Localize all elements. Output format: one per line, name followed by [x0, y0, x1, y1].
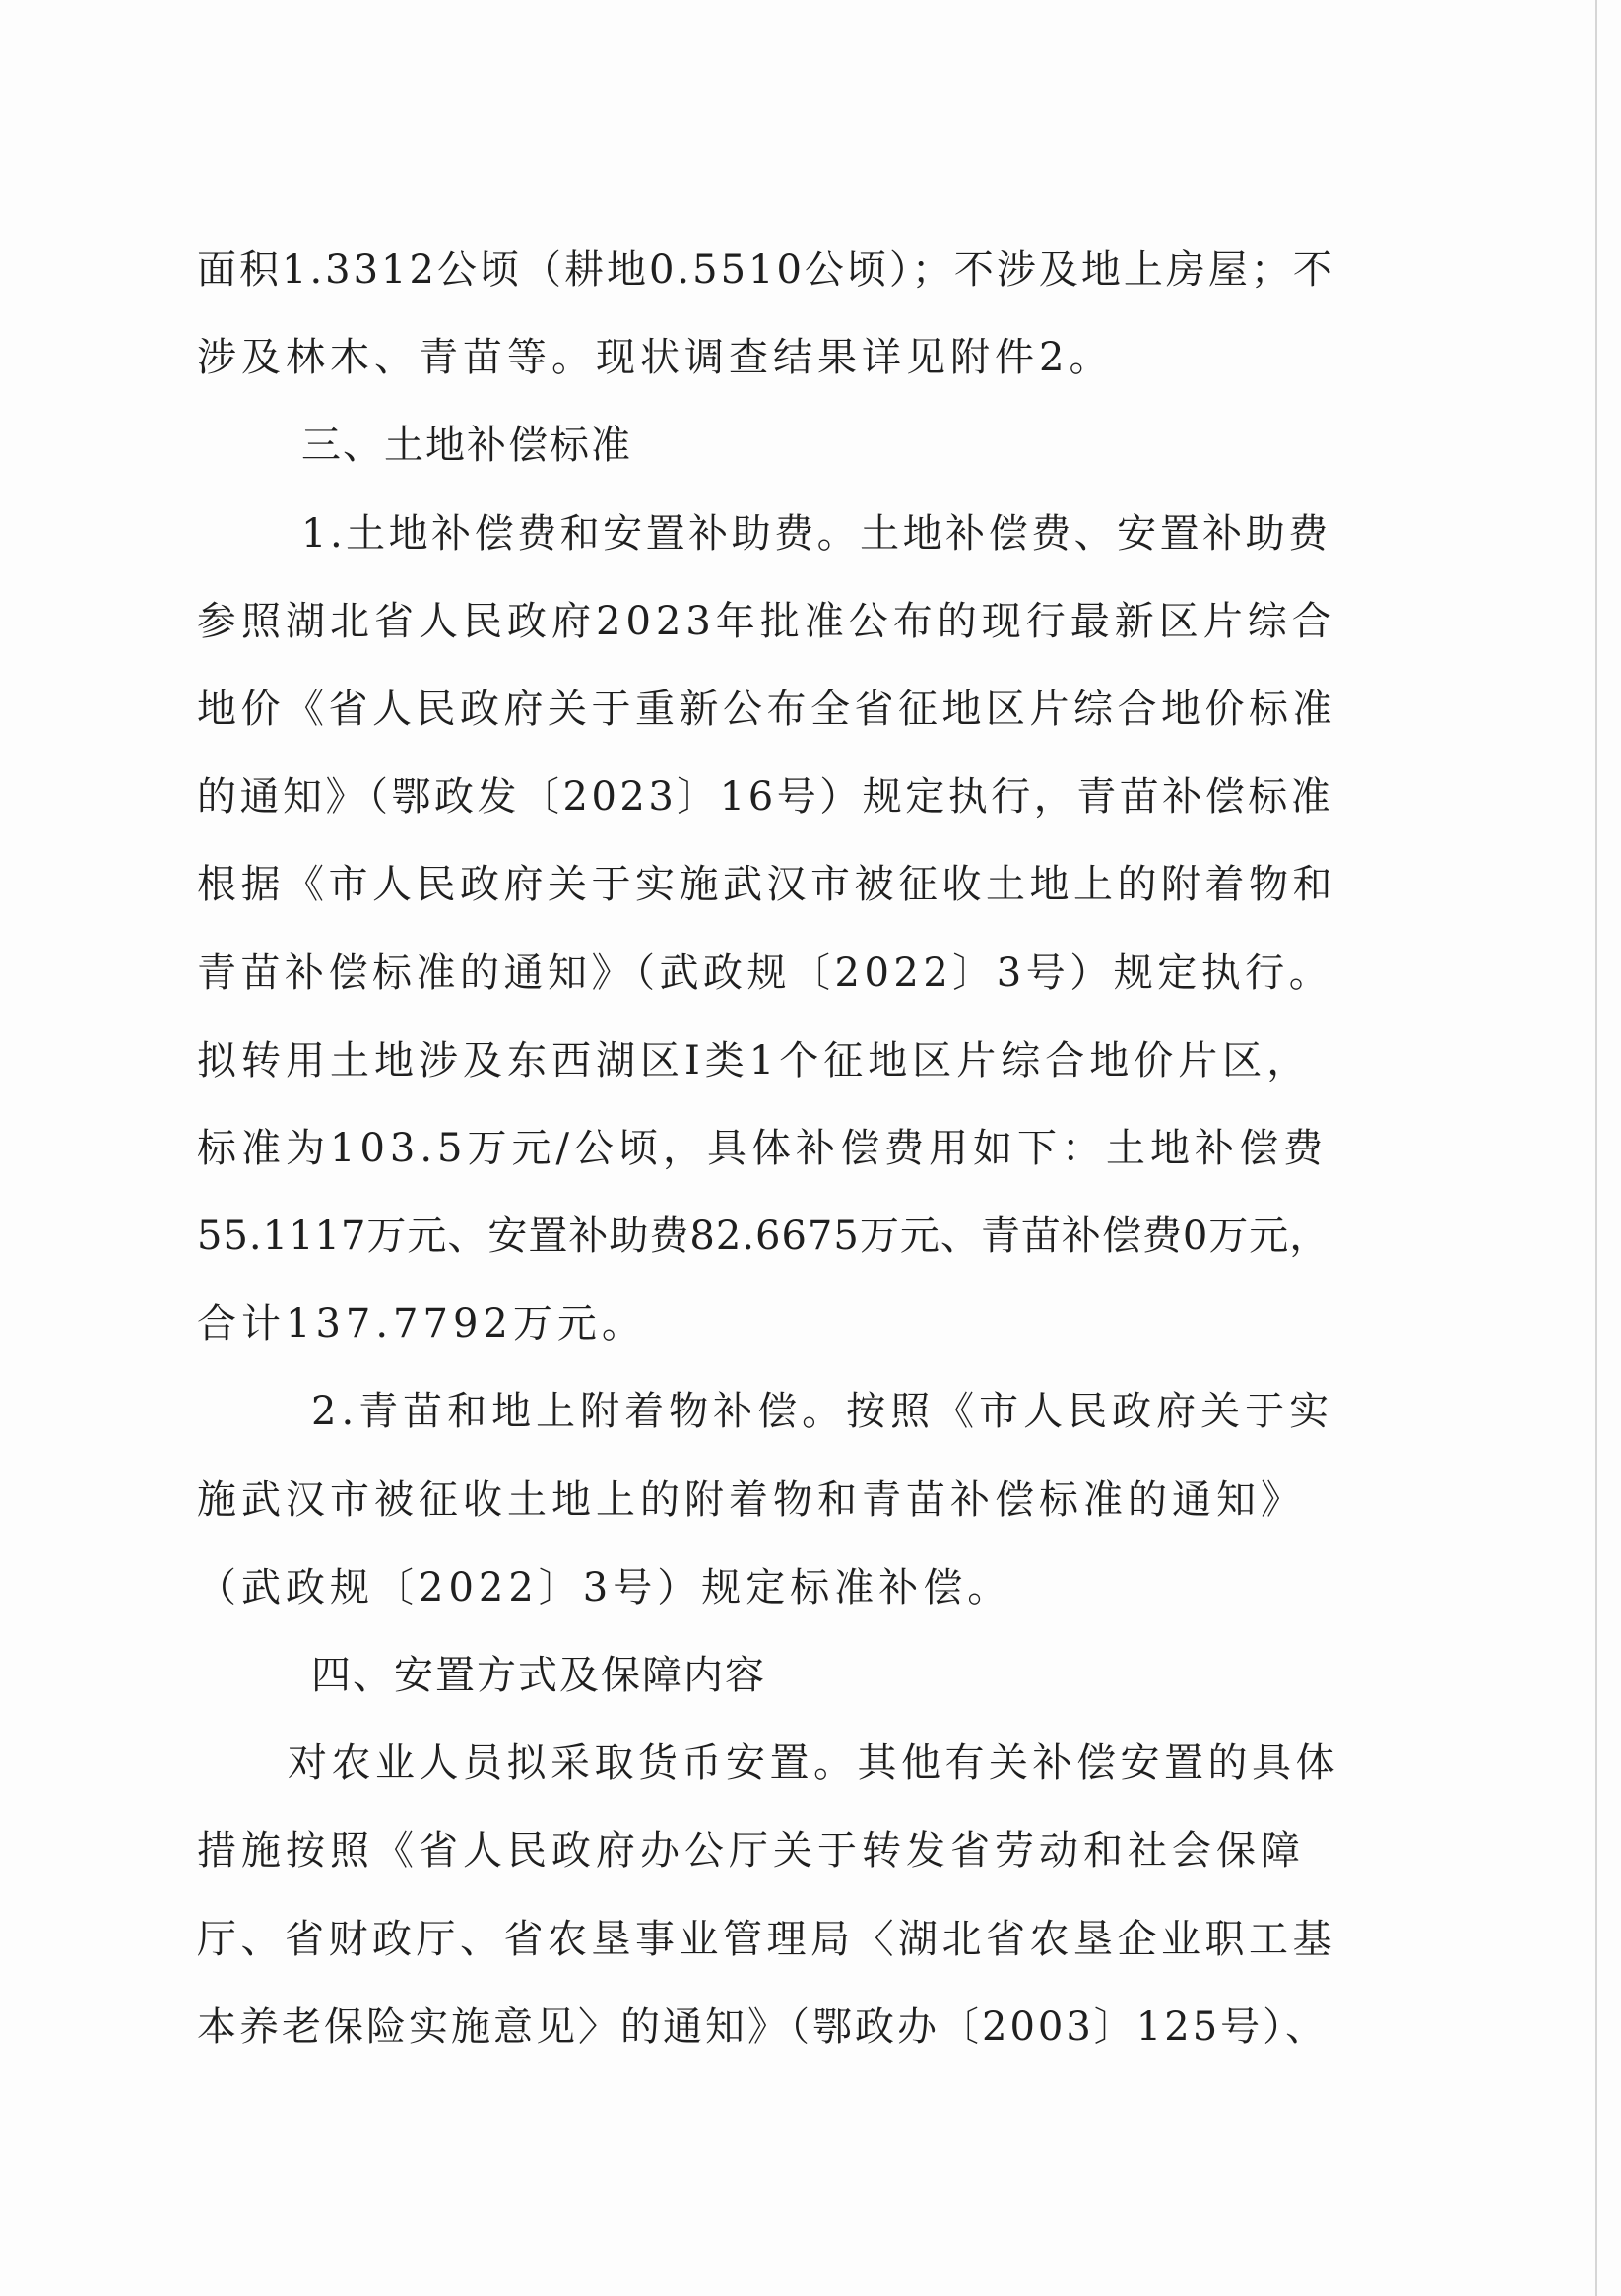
body-text-line: 措施按照《省人民政府办公厅关于转发省劳动和社会保障 — [197, 1828, 1305, 1874]
body-text-line: 本养老保险实施意见〉的通知》（鄂政办〔2003〕125号）、 — [197, 2003, 1329, 2050]
body-text-line: 55.1117万元、安置补助费82.6675万元、青苗补偿费0万元， — [197, 1214, 1330, 1260]
body-text-line: 1.土地补偿费和安置补助费。土地补偿费、安置补助费 — [301, 510, 1331, 557]
body-text-line: 厅、省财政厅、省农垦事业管理局〈湖北省农垦企业职工基 — [197, 1916, 1336, 1962]
body-text-line: 对农业人员拟采取货币安置。其他有关补偿安置的具体 — [288, 1740, 1339, 1787]
body-text-line: 地价《省人民政府关于重新公布全省征地区片综合地价标准 — [197, 686, 1336, 732]
body-text-line: 涉及林木、青苗等。现状调查结果详见附件2。 — [197, 335, 1114, 381]
body-text-line: 青苗补偿标准的通知》（武政规〔2022〕3号）规定执行。 — [197, 950, 1333, 996]
body-text-line: 标准为103.5万元/公顷，具体补偿费用如下：土地补偿费 — [197, 1125, 1328, 1171]
section-heading-resettlement: 四、安置方式及保障内容 — [311, 1653, 766, 1698]
body-text-line: 拟转用土地涉及东西湖区Ⅰ类1个征地区片综合地价片区， — [197, 1037, 1312, 1083]
body-text-line: 2.青苗和地上附着物补偿。按照《市人民政府关于实 — [311, 1389, 1334, 1435]
body-text-line: 参照湖北省人民政府2023年批准公布的现行最新区片综合 — [197, 598, 1336, 644]
body-text-line: （武政规〔2022〕3号）规定标准补偿。 — [197, 1564, 1012, 1610]
body-text-line: 的通知》（鄂政发〔2023〕16号）规定执行，青苗补偿标准 — [197, 774, 1334, 820]
body-text-line: 根据《市人民政府关于实施武汉市被征收土地上的附着物和 — [197, 862, 1336, 908]
body-text-line: 合计137.7792万元。 — [197, 1301, 646, 1347]
body-text-line: 面积1.3312公顷（耕地0.5510公顷）；不涉及地上房屋；不 — [197, 247, 1335, 293]
body-text-line: 施武汉市被征收土地上的附着物和青苗补偿标准的通知》 — [197, 1476, 1305, 1523]
document-body — [197, 227, 1339, 2071]
scan-edge-line — [1595, 0, 1597, 2296]
section-heading-land-compensation: 三、土地补偿标准 — [301, 423, 632, 469]
